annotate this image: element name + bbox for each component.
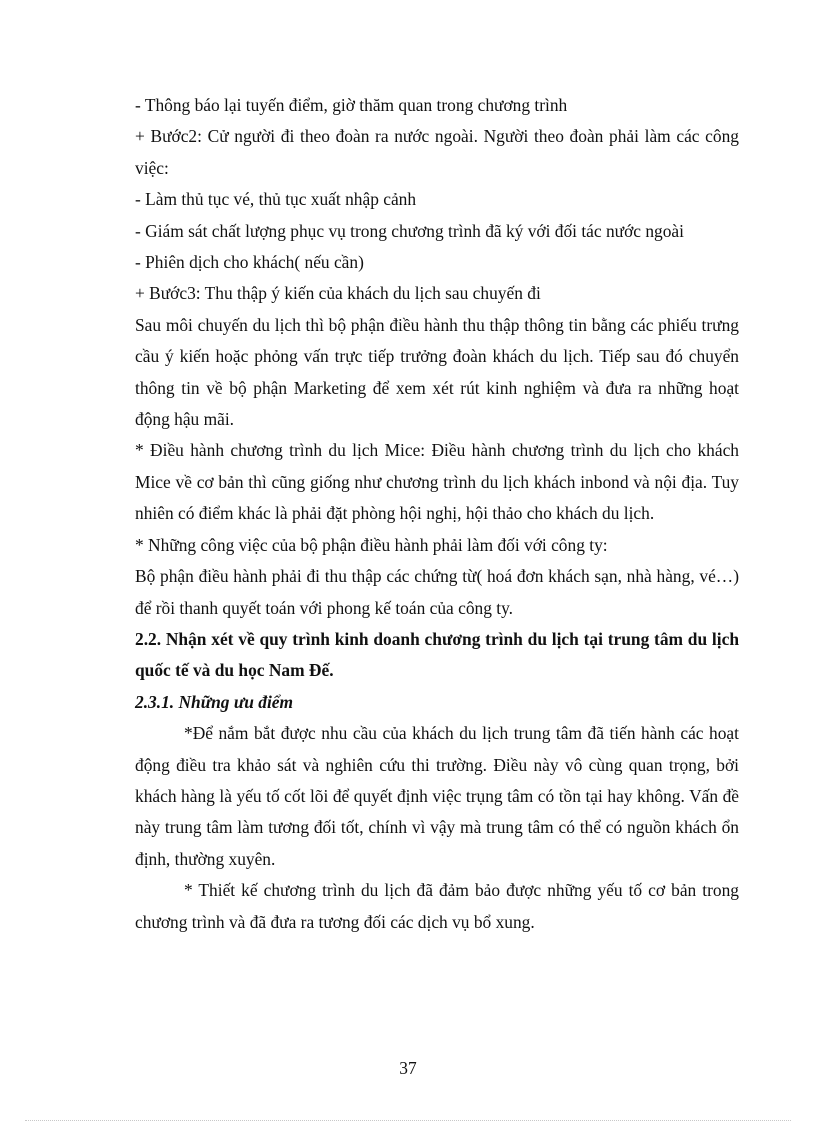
paragraph-ticket-procedures: - Làm thủ tục vé, thủ tục xuất nhập cảnh [135, 189, 417, 210]
paragraph-settlement: Bộ phận điều hành phải đi thu thập các chứng từ( hoá đơn khách sạn, nhà hàng, vé…) để rồi thanh quyết toán với phong kế toán của công ty. [135, 566, 739, 618]
paragraph-program-design: * Thiết kế chương trình du lịch đã đảm bảo được những yếu tố cơ bản trong chương trình và đã đưa ra tương đối các dịch vụ bổ xung. [135, 880, 739, 932]
paragraph-notify-route: - Thông báo lại tuyến điểm, giờ thăm quan trong chương trình [135, 95, 568, 115]
paragraph-market-research: *Để nắm bắt được nhu cầu của khách du lịch trung tâm đã tiến hành các hoạt động điều tra khảo sát và nghiên cứu thi trường. Điều này vô cùng quan trọng, bởi khách hàng là yếu tố cốt lõi để quyết định việc trụng tâm có tồn tại hay không. Vấn đề này trung tâm làm tương đối tốt, chính vì vậy mà trung tâm có thể có nguồn khách ổn định, thường xuyên. [135, 723, 739, 869]
paragraph-step-2: + Bước2: Cử người đi theo đoàn ra nước ngoài. Người theo đoàn phải làm các công việc: [135, 126, 739, 178]
page-bottom-divider [25, 1120, 791, 1121]
page-number: 37 [399, 1058, 417, 1078]
subsection-heading: 2.3.1. Những ưu điểm [135, 691, 294, 712]
paragraph-quality-supervision: - Giám sát chất lượng phục vụ trong chương trình đã ký với đối tác nước ngoài [135, 220, 684, 241]
paragraph-feedback-collection: Sau môi chuyến du lịch thì bộ phận điều hành thu thập thông tin bằng các phiếu trưng cầu ý kiến hoặc phỏng vấn trực tiếp trưởng đoàn khách du lịch. Tiếp sau đó chuyển thông tin về bộ phận Marketing để xem xét rút kinh nghiệm và đưa ra những hoạt động hậu mãi. [135, 314, 739, 430]
page-body [135, 90, 739, 938]
section-heading: 2.2. Nhận xét về quy trình kinh doanh chương trình du lịch tại trung tâm du lịch quốc tế và du học Nam Đế. [135, 628, 739, 681]
paragraph-interpretation: - Phiên dịch cho khách( nếu cần) [135, 252, 364, 273]
paragraph-step-3: + Bước3: Thu thập ý kiến của khách du lịch sau chuyến đi [135, 283, 541, 304]
paragraph-mice-operations: * Điều hành chương trình du lịch Mice: Điều hành chương trình du lịch cho khách Mice về cơ bản thì cũng giống như chương trình du lịch khách inbond và nội địa. Tuy nhiên có điểm khác là phải đặt phòng hội nghị, hội thảo cho khách du lịch. [135, 440, 739, 524]
paragraph-company-tasks: * Những công việc của bộ phận điều hành phải làm đối với công ty: [135, 534, 608, 555]
